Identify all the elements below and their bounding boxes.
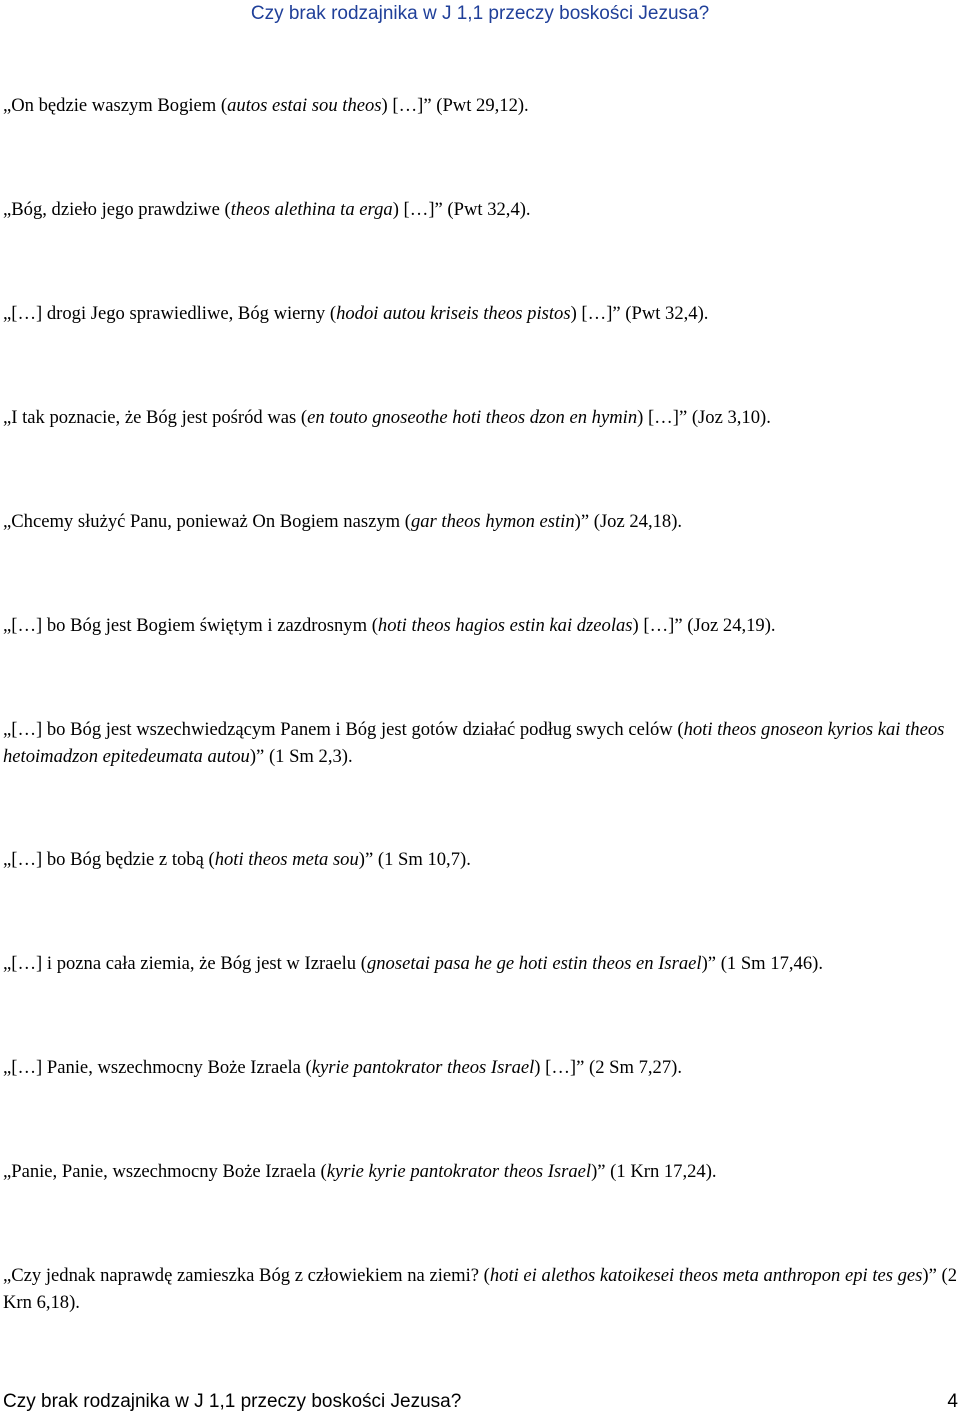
verse-greek: hoti theos hagios estin kai dzeolas: [377, 615, 633, 636]
verse-greek: kyrie pantokrator theos Israel: [311, 1057, 535, 1078]
verse-reference: )” (Joz 24,18).: [574, 511, 683, 532]
verse-text: „[…] drogi Jego sprawiedliwe, Bóg wierny (: [3, 303, 337, 324]
verse-quote: [3, 1054, 958, 1081]
verse-quote: [3, 716, 958, 770]
verse-reference: ) […]” (Pwt 29,12).: [381, 95, 529, 116]
verse-quote: [3, 300, 958, 327]
verse-text: „On będzie waszym Bogiem (: [3, 95, 228, 116]
verse-greek: gnosetai pasa he ge hoti estin theos en Israel: [366, 953, 702, 974]
verse-greek: kyrie kyrie pantokrator theos Israel: [326, 1161, 592, 1182]
verse-quote: [3, 508, 958, 535]
verse-text: „Czy jednak naprawdę zamieszka Bóg z człowiekiem na ziemi? (: [3, 1265, 490, 1286]
verse-greek: en touto gnoseothe hoti theos dzon en hymin: [307, 407, 638, 428]
verse-greek: hoti ei alethos katoikesei theos meta anthropon epi tes ges: [489, 1265, 923, 1286]
verse-text: „Panie, Panie, wszechmocny Boże Izraela (: [3, 1161, 327, 1182]
verse-reference: ) […]” (Joz 24,19).: [632, 615, 776, 636]
verse-reference: )” (1 Sm 17,46).: [701, 953, 823, 974]
verse-reference: )” (1 Krn 17,24).: [591, 1161, 717, 1182]
verse-greek: hoti theos gnoseon kyrios kai theos hetoimadzon epitedeumata autou: [3, 719, 945, 767]
verse-text: „[…] bo Bóg jest wszechwiedzącym Panem i Bóg jest gotów działać podług swych celów (: [3, 719, 684, 740]
verse-reference: ) […]” (2 Sm 7,27).: [534, 1057, 682, 1078]
verse-text: „[…] i pozna cała ziemia, że Bóg jest w Izraelu (: [3, 953, 367, 974]
verse-reference: )” (2 Krn 6,18).: [3, 1265, 958, 1313]
verse-text: „[…] bo Bóg będzie z tobą (: [3, 849, 215, 870]
verse-quote: [3, 196, 958, 223]
verse-reference: ) […]” (Joz 3,10).: [637, 407, 771, 428]
verse-quote: [3, 1262, 958, 1316]
verse-greek: theos alethina ta erga: [230, 199, 393, 220]
verse-reference: ) […]” (Pwt 32,4).: [570, 303, 709, 324]
verse-greek: hodoi autou kriseis theos pistos: [336, 303, 571, 324]
verse-reference: ) […]” (Pwt 32,4).: [392, 199, 531, 220]
verse-quote: [3, 1158, 958, 1185]
verse-quote: [3, 950, 958, 977]
verse-greek: hoti theos meta sou: [214, 849, 359, 870]
footer-title: Czy brak rodzajnika w J 1,1 przeczy boskości Jezusa?: [3, 1391, 462, 1412]
page-number: 4: [947, 1391, 958, 1412]
verse-greek: gar theos hymon estin: [410, 511, 575, 532]
verse-quote: [3, 92, 958, 119]
verse-text: „I tak poznacie, że Bóg jest pośród was (: [3, 407, 308, 428]
verse-reference: )” (1 Sm 2,3).: [249, 746, 353, 767]
verse-quote: [3, 404, 958, 431]
verse-text: „Bóg, dzieło jego prawdziwe (: [3, 199, 231, 220]
verse-quote: [3, 846, 958, 873]
verse-text: „[…] Panie, wszechmocny Boże Izraela (: [3, 1057, 312, 1078]
verse-reference: )” (1 Sm 10,7).: [358, 849, 471, 870]
verse-quote: [3, 612, 958, 639]
verse-text: „[…] bo Bóg jest Bogiem świętym i zazdrosnym (: [3, 615, 378, 636]
verse-text: „Chcemy służyć Panu, ponieważ On Bogiem naszym (: [3, 511, 411, 532]
verse-greek: autos estai sou theos: [227, 95, 382, 116]
running-header: Czy brak rodzajnika w J 1,1 przeczy boskości Jezusa?: [250, 3, 710, 24]
